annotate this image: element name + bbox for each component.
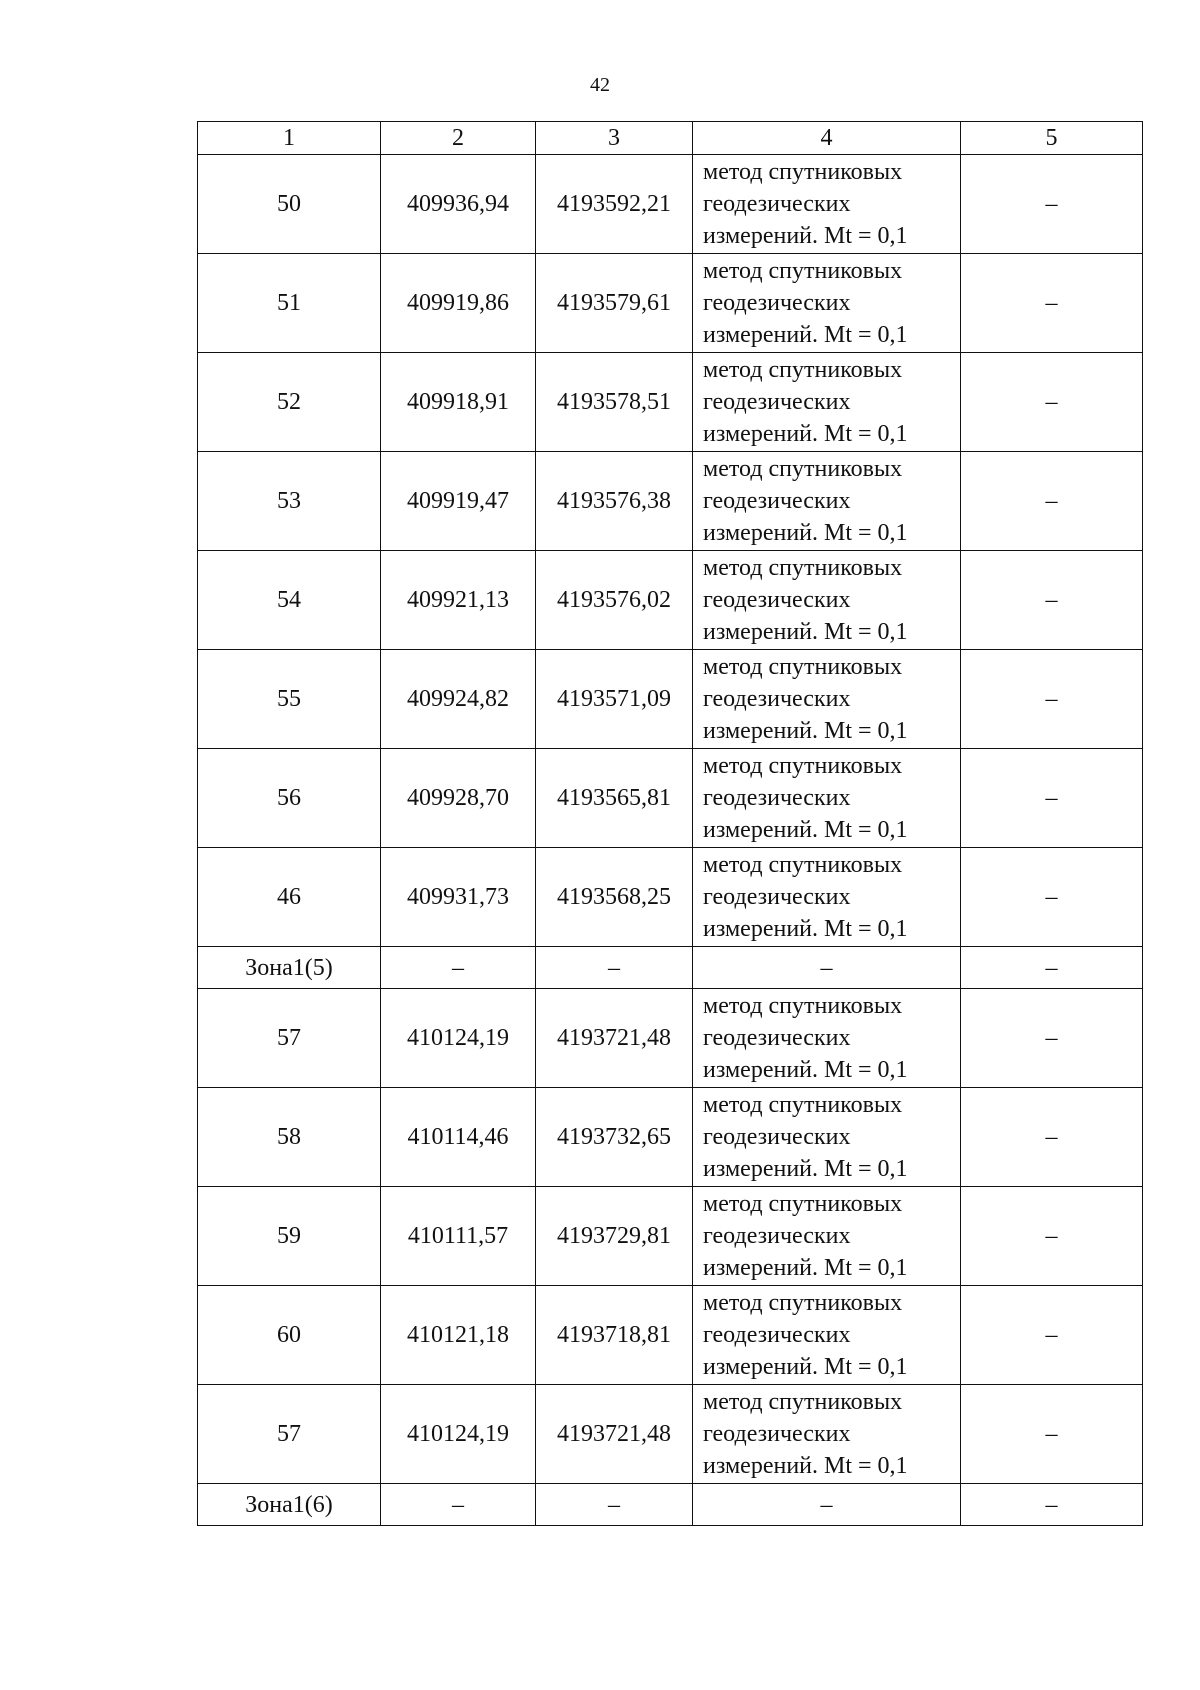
x-coordinate-cell: 409924,82	[381, 650, 536, 749]
method-line: геодезических	[703, 389, 851, 415]
point-number-cell: 54	[198, 551, 381, 650]
x-coordinate-cell: 410111,57	[381, 1187, 536, 1286]
method-cell	[693, 452, 961, 551]
method-line: измерений. Mt = 0,1	[703, 619, 908, 645]
point-number-cell: 51	[198, 254, 381, 353]
method-line: геодезических	[703, 686, 851, 712]
x-coordinate-cell: 409931,73	[381, 848, 536, 947]
method-line: геодезических	[703, 1025, 851, 1051]
method-line: геодезических	[703, 488, 851, 514]
method-cell	[693, 551, 961, 650]
method-line: геодезических	[703, 785, 851, 811]
table-row	[198, 551, 1143, 650]
x-coordinate-cell: 409921,13	[381, 551, 536, 650]
y-coordinate-cell: 4193568,25	[536, 848, 693, 947]
method-line: измерений. Mt = 0,1	[703, 817, 908, 843]
point-number-cell: 55	[198, 650, 381, 749]
method-line: измерений. Mt = 0,1	[703, 421, 908, 447]
y-coordinate-cell: –	[536, 1484, 693, 1526]
method-line: измерений. Mt = 0,1	[703, 1156, 908, 1182]
x-coordinate-cell: 409919,47	[381, 452, 536, 551]
header-cell-4: 4	[693, 122, 961, 155]
y-coordinate-cell: 4193718,81	[536, 1286, 693, 1385]
method-line: метод спутниковых	[703, 1389, 903, 1415]
method-line: измерений. Mt = 0,1	[703, 322, 908, 348]
method-line: метод спутниковых	[703, 654, 903, 680]
method-line: геодезических	[703, 1124, 851, 1150]
point-number-cell: 58	[198, 1088, 381, 1187]
table-row	[198, 848, 1143, 947]
method-cell: –	[693, 947, 961, 989]
method-cell	[693, 1088, 961, 1187]
method-cell	[693, 848, 961, 947]
y-coordinate-cell: 4193571,09	[536, 650, 693, 749]
table-row	[198, 650, 1143, 749]
point-number-cell: 50	[198, 155, 381, 254]
method-cell	[693, 1286, 961, 1385]
extra-cell: –	[961, 1286, 1143, 1385]
extra-cell: –	[961, 1484, 1143, 1526]
x-coordinate-cell: 410121,18	[381, 1286, 536, 1385]
extra-cell: –	[961, 947, 1143, 989]
header-cell-1: 1	[198, 122, 381, 155]
y-coordinate-cell: 4193732,65	[536, 1088, 693, 1187]
extra-cell: –	[961, 650, 1143, 749]
method-cell	[693, 1187, 961, 1286]
y-coordinate-cell: 4193721,48	[536, 1385, 693, 1484]
method-cell	[693, 155, 961, 254]
x-coordinate-cell: –	[381, 1484, 536, 1526]
method-line: геодезических	[703, 191, 851, 217]
method-line: метод спутниковых	[703, 1290, 903, 1316]
extra-cell: –	[961, 989, 1143, 1088]
table-body	[198, 155, 1143, 1526]
point-number-cell: 56	[198, 749, 381, 848]
point-number-cell: 57	[198, 989, 381, 1088]
point-number-cell: 53	[198, 452, 381, 551]
y-coordinate-cell: 4193576,02	[536, 551, 693, 650]
method-line: метод спутниковых	[703, 258, 903, 284]
y-coordinate-cell: 4193565,81	[536, 749, 693, 848]
extra-cell: –	[961, 254, 1143, 353]
method-cell	[693, 749, 961, 848]
method-line: метод спутниковых	[703, 993, 903, 1019]
y-coordinate-cell: 4193579,61	[536, 254, 693, 353]
method-cell	[693, 650, 961, 749]
x-coordinate-cell: 409928,70	[381, 749, 536, 848]
extra-cell: –	[961, 1088, 1143, 1187]
header-cell-5: 5	[961, 122, 1143, 155]
method-cell	[693, 353, 961, 452]
y-coordinate-cell: 4193578,51	[536, 353, 693, 452]
x-coordinate-cell: 409918,91	[381, 353, 536, 452]
table-row	[198, 254, 1143, 353]
point-number-cell: Зона1(5)	[198, 947, 381, 989]
method-line: геодезических	[703, 884, 851, 910]
method-line: метод спутниковых	[703, 555, 903, 581]
point-number-cell: 60	[198, 1286, 381, 1385]
y-coordinate-cell: 4193721,48	[536, 989, 693, 1088]
extra-cell: –	[961, 155, 1143, 254]
method-line: геодезических	[703, 290, 851, 316]
point-number-cell: 59	[198, 1187, 381, 1286]
method-line: измерений. Mt = 0,1	[703, 916, 908, 942]
method-line: измерений. Mt = 0,1	[703, 1057, 908, 1083]
x-coordinate-cell: 410124,19	[381, 1385, 536, 1484]
method-cell	[693, 989, 961, 1088]
method-line: измерений. Mt = 0,1	[703, 520, 908, 546]
coordinates-table	[197, 121, 1143, 1526]
method-line: метод спутниковых	[703, 852, 903, 878]
method-line: метод спутниковых	[703, 357, 903, 383]
table-row	[198, 353, 1143, 452]
table-row	[198, 749, 1143, 848]
header-row	[198, 122, 1143, 155]
table-row	[198, 1286, 1143, 1385]
y-coordinate-cell: 4193729,81	[536, 1187, 693, 1286]
extra-cell: –	[961, 749, 1143, 848]
table-row	[198, 452, 1143, 551]
method-line: измерений. Mt = 0,1	[703, 223, 908, 249]
y-coordinate-cell: –	[536, 947, 693, 989]
extra-cell: –	[961, 452, 1143, 551]
point-number-cell: 52	[198, 353, 381, 452]
point-number-cell: 57	[198, 1385, 381, 1484]
x-coordinate-cell: 410124,19	[381, 989, 536, 1088]
extra-cell: –	[961, 1385, 1143, 1484]
table-row	[198, 1385, 1143, 1484]
point-number-cell: Зона1(6)	[198, 1484, 381, 1526]
method-line: геодезических	[703, 587, 851, 613]
header-cell-2: 2	[381, 122, 536, 155]
extra-cell: –	[961, 551, 1143, 650]
zone-row	[198, 1484, 1143, 1526]
extra-cell: –	[961, 353, 1143, 452]
x-coordinate-cell: –	[381, 947, 536, 989]
method-cell: –	[693, 1484, 961, 1526]
header-cell-3: 3	[536, 122, 693, 155]
table-row	[198, 989, 1143, 1088]
method-line: измерений. Mt = 0,1	[703, 1255, 908, 1281]
table-row	[198, 155, 1143, 254]
method-line: метод спутниковых	[703, 753, 903, 779]
method-line: геодезических	[703, 1421, 851, 1447]
method-cell	[693, 254, 961, 353]
zone-row	[198, 947, 1143, 989]
method-line: измерений. Mt = 0,1	[703, 1453, 908, 1479]
extra-cell: –	[961, 848, 1143, 947]
y-coordinate-cell: 4193592,21	[536, 155, 693, 254]
method-line: измерений. Mt = 0,1	[703, 718, 908, 744]
method-line: измерений. Mt = 0,1	[703, 1354, 908, 1380]
table-row	[198, 1088, 1143, 1187]
method-line: метод спутниковых	[703, 159, 903, 185]
method-line: геодезических	[703, 1322, 851, 1348]
x-coordinate-cell: 410114,46	[381, 1088, 536, 1187]
method-cell	[693, 1385, 961, 1484]
method-line: метод спутниковых	[703, 1092, 903, 1118]
x-coordinate-cell: 409936,94	[381, 155, 536, 254]
extra-cell: –	[961, 1187, 1143, 1286]
point-number-cell: 46	[198, 848, 381, 947]
x-coordinate-cell: 409919,86	[381, 254, 536, 353]
y-coordinate-cell: 4193576,38	[536, 452, 693, 551]
method-line: геодезических	[703, 1223, 851, 1249]
method-line: метод спутниковых	[703, 456, 903, 482]
method-line: метод спутниковых	[703, 1191, 903, 1217]
table-row	[198, 1187, 1143, 1286]
page-number: 42	[590, 74, 610, 96]
